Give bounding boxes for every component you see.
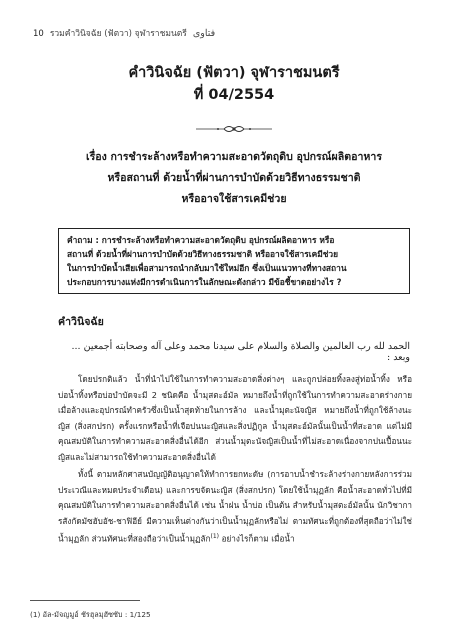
question-box [58, 228, 410, 294]
footnote: (1) อัล-มัจญมูอ์ ชัรฮุลมุฮัซซับ : 1/125 [30, 610, 151, 619]
footnote-divider [30, 600, 140, 601]
body-text [58, 372, 412, 549]
question-line-4: ประกอบการบางแห่งมีการดำเนินการในลักษณะดังกล่าว มีข้อชี้ขาดอย่างไร ? [67, 277, 342, 287]
question-line-1: คำถาม : การชำระล้างหรือทำความสะอาดวัตถุดิบ อุปกรณ์ผลิตอาหาร หรือ [67, 235, 335, 245]
paragraph-2-text: ทั้งนี้ ตามหลักศาสนบัญญัติอนุญาตให้ทำการยกหะดัษ (การอาบน้ำชำระล้างร่างกายหลังการร่วมประเวณีและหมดประจำเดือน) และการขจัดนะญิส (สิ่งสกปรก) โดยใช้น้ำมุฏลัก คือน้ำสะอาดทั่วไปที่มีคุณสมบัติในการทำความสะอาดสิ่งอื่นได้ เช่น น้ำฝน น้ำบ่อ เป็นต้น สำหรับน้ำมุสตะอ์มัลนั้น นักวิชาการสังกัดมัซฮับอัช-ชาฟิอีย์ มีความเห็นต่างกันว่าเป็นน้ำมุฏลักหรือไม่ ตามทัศนะที่ถูกต้องที่สุดถือว่าไม่ใช่น้ำมุฏลัก ส่วนทัศนะที่สองถือว่าเป็นน้ำมุฏลัก [58, 469, 412, 544]
running-header [33, 26, 215, 40]
subject-line-2: หรือสถานที่ ด้วยน้ำที่ผ่านการบำบัดด้วยวิธีทางธรรมชาติ [107, 172, 361, 184]
page-number: 10 [33, 29, 44, 39]
paragraph-1: โดยปรกติแล้ว น้ำที่นำไปใช้ในการทำความสะอาดสิ่งต่างๆ และถูกปล่อยทิ้งลงสู่ท่อน้ำทิ้ง หรือบ่อน้ำทิ้งหรือบ่อบำบัดจะมี 2 ชนิดคือ น้ำมุสตะอ์มัล หมายถึงน้ำที่ถูกใช้ในการทำความสะอาดร่างกาย เมื่อล้างและอุปกรณ์ทำครัวซึ่งเป็นน้ำสุดท้ายในการล้าง และน้ำมุตะนัจญิส หมายถึงน้ำที่ถูกใช้ล้างนะญิส (สิ่งสกปรก) ครั้งแรกหรือน้ำที่เจือปนนะญิสและสิ่งปฏิกูล น้ำมุสตะอ์มัลนั้นเป็นน้ำที่สะอาด แต่ไม่มีคุณสมบัติในการทำความสะอาดสิ่งอื่นได้อีก ส่วนน้ำมุตะนัจญิสเป็นน้ำที่ไม่สะอาดเนื่องจากปนเปื้อนนะญิสและไม่สามารถใช้ทำความสะอาดสิ่งอื่นได้ [58, 374, 412, 462]
question-line-3: ในการบำบัดน้ำเสียเพื่อสามารถนำกลับมาใช้ใหม่อีก ซึ่งเป็นแนวทางที่ทางสถาน [67, 263, 347, 273]
subject-line-1: เรื่อง การชำระล้างหรือทำความสะอาดวัตถุดิบ อุปกรณ์ผลิตอาหาร [85, 151, 383, 163]
arabic-header-mark: فتاوى [192, 28, 216, 39]
question-line-2: สถานที่ ด้วยน้ำที่ผ่านการบำบัดด้วยวิธีทางธรรมชาติ หรืออาจใช้สารเคมีช่วย [67, 249, 339, 259]
footnote-ref[interactable]: (1) [210, 533, 219, 540]
fatwa-subject [58, 147, 410, 210]
paragraph-2-tail: อย่างไรก็ตาม เมื่อน้ำ [218, 533, 295, 544]
subject-line-3: หรืออาจใช้สารเคมีช่วย [181, 193, 287, 205]
title-line-2: ที่ 04/2554 [193, 87, 275, 103]
page-title [0, 62, 468, 106]
book-title: รวมคำวินิจฉัย (ฟัตวา) จุฬาราชมนตรี [49, 29, 187, 39]
title-line-1: คำวินิจฉัย (ฟัตวา) จุฬาราชมนตรี [128, 65, 340, 81]
answer-heading: คำวินิจฉัย [58, 316, 104, 328]
decorative-divider-icon [194, 123, 274, 135]
paragraph-2 [58, 467, 412, 547]
arabic-invocation: الحمد لله رب العالمين والصلاة والسلام على سيدنا محمد وعلى آله وصحابته أجمعين ... وبعد : [71, 341, 410, 363]
